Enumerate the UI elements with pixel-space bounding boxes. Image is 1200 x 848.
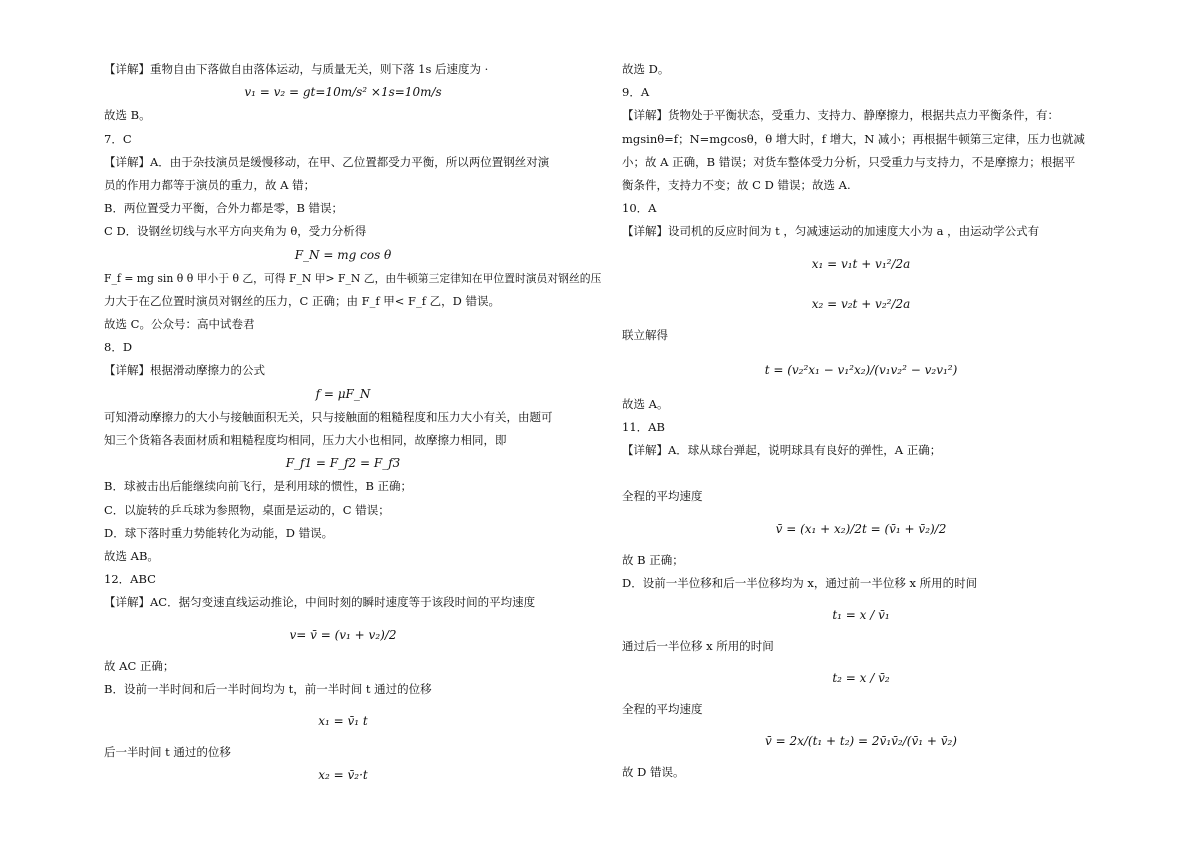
text-line: 通过后一半位移 x 所用的时间 — [622, 639, 774, 653]
equation: v̄ = 2x/(t₁ + t₂) = 2v̄₁v̄₂/(v̄₁ + v̄₂) — [765, 734, 957, 749]
equation: F_N = mg cos θ — [294, 247, 392, 262]
question-number: 7．C — [104, 131, 132, 146]
blank-gap — [622, 462, 1100, 485]
question-number: 12．ABC — [104, 572, 156, 587]
text-line: 衡条件，支持力不变；故 C D 错误；故选 A. — [622, 177, 851, 192]
text-line: 【详解】AC．据匀变速直线运动推论，中间时刻的瞬时速度等于该段时间的平均速度 — [104, 595, 536, 610]
text-line: 【详解】A．球从球台弹起，说明球具有良好的弹性，A 正确； — [622, 443, 942, 458]
equation: v̄ = (x₁ + x₂)/2t = (v̄₁ + v̄₂)/2 — [775, 521, 947, 536]
equation: v= v̄ = (v₁ + v₂)/2 — [289, 627, 397, 642]
equation: t₂ = x / v̄₂ — [832, 671, 890, 686]
text-line: 【详解】重物自由下落做自由落体运动，与质量无关，则下落 1s 后速度为 · — [104, 62, 489, 76]
equation: x₁ = v₁t + v₁²/2a — [811, 256, 911, 271]
text-line: 知三个货箱各表面材质和粗糙程度均相同，压力大小也相同，故摩擦力相同，即 — [104, 433, 507, 447]
text-line: C D．设钢丝切线与水平方向夹角为 θ，受力分析得 — [104, 224, 367, 239]
equation: v₁ = v₂ = gt=10m/s² ×1s=10m/s — [244, 85, 442, 100]
text-line: 【详解】设司机的反应时间为 t ，匀减速运动的加速度大小为 a ，由运动学公式有 — [622, 224, 1040, 239]
text-line: mgsinθ=f；N=mgcosθ，θ 增大时，f 增大，N 减小；再根据牛顿第三定律，压力也就减 — [622, 131, 1085, 146]
text-line: 可知滑动摩擦力的大小与接触面积无关，只与接触面的粗糙程度和压力大小有关，由题可 — [104, 409, 553, 424]
question-number: 9．A — [622, 85, 650, 100]
text-line: 故 AC 正确； — [104, 658, 175, 673]
equation: x₂ = v̄₂·t — [318, 768, 368, 783]
equation: t₁ = x / v̄₁ — [832, 608, 890, 622]
left-column — [104, 58, 602, 787]
text-line: 员的作用力都等于演员的重力，故 A 错； — [104, 177, 316, 192]
question-number: 10．A — [622, 201, 657, 216]
text-line: 故选 A。 — [622, 396, 669, 411]
text-line: 故 D 错误。 — [622, 765, 685, 780]
right-column — [622, 58, 1100, 785]
equation: x₂ = v₂t + v₂²/2a — [811, 296, 911, 311]
text-line: 故选 B。 — [104, 108, 151, 123]
text-line: D．球下落时重力势能转化为动能，D 错误。 — [104, 525, 334, 540]
text-line: 后一半时间 t 通过的位移 — [104, 744, 231, 759]
equation: x₁ = v̄₁ t — [318, 713, 368, 728]
question-number: 11．AB — [622, 419, 665, 434]
text-line: B．设前一半时间和后一半时间均为 t，前一半时间 t 通过的位移 — [104, 681, 432, 696]
text-line: F_f = mg sin θ θ 甲小于 θ 乙，可得 F_N 甲> F_N 乙，由牛顿第三定律知在甲位置时演员对钢丝的压 — [104, 271, 602, 285]
text-line: B．两位置受力平衡，合外力都是零，B 错误； — [104, 201, 344, 216]
text-line: 全程的平均速度 — [622, 489, 703, 504]
text-line: 【详解】A．由于杂技演员是缓慢移动，在甲、乙位置都受力平衡，所以两位置钢丝对演 — [104, 154, 550, 169]
equation: F_f1 = F_f2 = F_f3 — [285, 456, 401, 471]
text-line: 故选 AB。 — [104, 548, 159, 563]
text-line: 【详解】货物处于平衡状态，受重力、支持力、静摩擦力，根据共点力平衡条件，有： — [622, 108, 1059, 123]
text-line: 联立解得 — [622, 327, 668, 342]
text-line: 故选 D。 — [622, 62, 670, 76]
text-line: 故选 C。公众号：高中试卷君 — [104, 317, 255, 332]
text-line: B．球被击出后能继续向前飞行，是利用球的惯性，B 正确； — [104, 479, 413, 494]
text-line: 【详解】根据滑动摩擦力的公式 — [104, 363, 265, 378]
text-line: 全程的平均速度 — [622, 702, 703, 717]
text-line: D．设前一半位移和后一半位移均为 x，通过前一半位移 x 所用的时间 — [622, 575, 978, 590]
text-line: 故 B 正确； — [622, 552, 684, 567]
equation: f = μF_N — [315, 386, 371, 401]
text-line: 力大于在乙位置时演员对钢丝的压力，C 正确；由 F_f 甲< F_f 乙，D 错误。 — [104, 293, 501, 308]
text-line: C．以旋转的乒乓球为参照物，桌面是运动的，C 错误； — [104, 502, 390, 517]
equation: t = (v₂²x₁ − v₁²x₂)/(v₁v₂² − v₂v₁²) — [764, 362, 958, 377]
text-line: 小；故 A 正确，B 错误；对货车整体受力分析，只受重力与支持力，不是摩擦力；根据平 — [622, 154, 1076, 169]
question-number: 8．D — [104, 340, 133, 355]
